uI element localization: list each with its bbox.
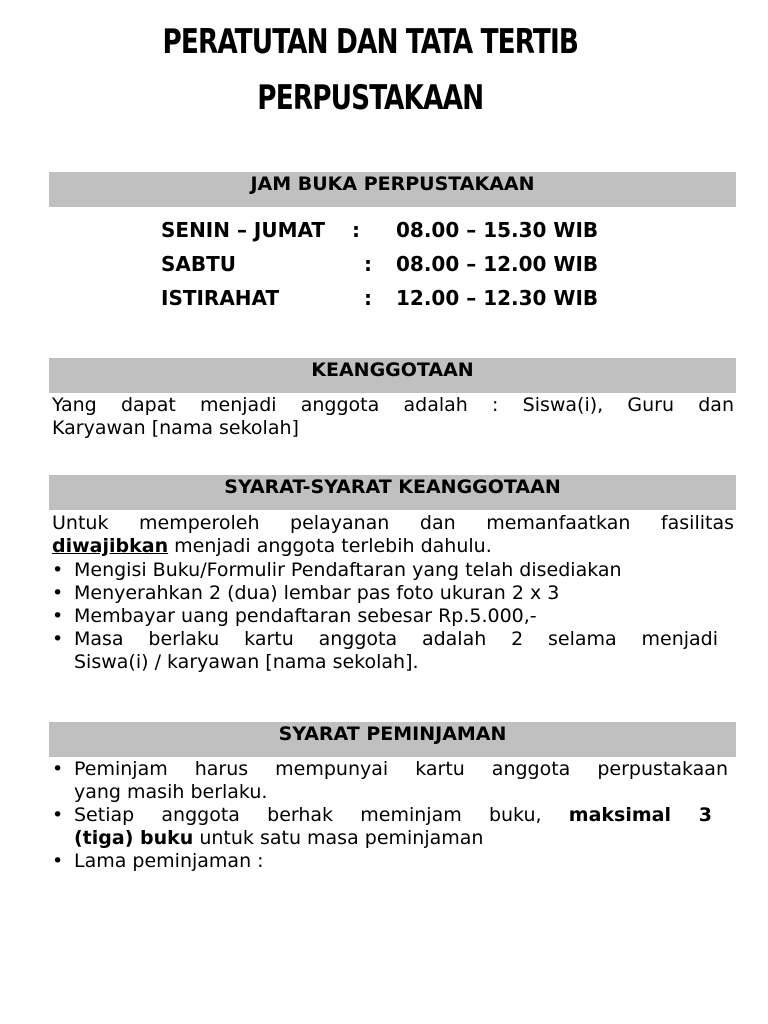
syarat-intro bbox=[52, 512, 734, 558]
section-header-syarat-peminjaman: SYARAT PEMINJAMAN bbox=[49, 722, 736, 757]
list-item: • Menyerahkan 2 (dua) lembar pas foto ukuran 2 x 3 bbox=[52, 582, 728, 605]
section-header-syarat-keanggotaan: SYARAT-SYARAT KEANGGOTAAN bbox=[49, 475, 736, 510]
section-header-jam-buka: JAM BUKA PERPUSTAKAAN bbox=[49, 172, 736, 207]
emphasis-tiga-buku: (tiga) buku bbox=[74, 827, 194, 849]
section-header-keanggotaan: KEANGGOTAAN bbox=[49, 358, 736, 393]
hours-separator: : bbox=[364, 252, 372, 276]
list-item: • Mengisi Buku/Formulir Pendaftaran yang telah disediakan bbox=[52, 559, 728, 582]
list-item-line: • Peminjam harus mempunyai kartu anggota perpustakaan bbox=[74, 758, 728, 780]
hours-time: 08.00 – 12.00 WIB bbox=[396, 252, 599, 276]
hours-row bbox=[161, 218, 631, 252]
list-item bbox=[52, 804, 728, 850]
list-item-line: • Masa berlaku kartu anggota adalah 2 selama menjadi bbox=[74, 628, 718, 650]
syarat-intro-rest: menjadi anggota terlebih dahulu. bbox=[168, 535, 492, 557]
syarat-keanggotaan-list bbox=[52, 559, 728, 674]
hours-time: 12.00 – 12.30 WIB bbox=[396, 286, 599, 310]
hours-day: SABTU bbox=[161, 252, 237, 276]
list-item bbox=[52, 758, 728, 804]
keanggotaan-line: Yang dapat menjadi anggota adalah : Siswa(i), Guru dan bbox=[52, 394, 734, 416]
syarat-peminjaman-list bbox=[52, 758, 728, 873]
page-title: PERATUTAN DAN TATA TERTIB bbox=[162, 22, 579, 62]
keanggotaan-line: Karyawan [nama sekolah] bbox=[52, 417, 299, 439]
hours-day: SENIN – JUMAT bbox=[161, 218, 326, 242]
emphasis-diwajibkan: diwajibkan bbox=[52, 535, 169, 557]
list-item: • Lama peminjaman : bbox=[52, 850, 728, 873]
hours-separator: : bbox=[352, 218, 360, 242]
item-text: Setiap anggota berhak meminjam buku, bbox=[74, 804, 569, 826]
list-item-line: yang masih berlaku. bbox=[74, 781, 268, 803]
list-item bbox=[52, 628, 728, 674]
list-item-line bbox=[74, 827, 712, 850]
syarat-intro-line bbox=[52, 535, 734, 558]
emphasis-maksimal: maksimal 3 bbox=[568, 804, 712, 826]
page-subtitle: PERPUSTAKAAN bbox=[257, 78, 484, 118]
syarat-intro-line: Untuk memperoleh pelayanan dan memanfaatkan fasilitas bbox=[52, 512, 734, 534]
list-item-line bbox=[74, 804, 712, 827]
list-item: • Membayar uang pendaftaran sebesar Rp.5.000,- bbox=[52, 605, 728, 628]
hours-separator: : bbox=[364, 286, 372, 310]
hours-row bbox=[161, 252, 631, 286]
hours-row bbox=[161, 286, 631, 320]
keanggotaan-text bbox=[52, 394, 734, 440]
hours-time: 08.00 – 15.30 WIB bbox=[396, 218, 599, 242]
list-item-line: Siswa(i) / karyawan [nama sekolah]. bbox=[74, 651, 419, 673]
opening-hours-table bbox=[161, 218, 631, 320]
item-text: untuk satu masa peminjaman bbox=[193, 827, 484, 849]
hours-day: ISTIRAHAT bbox=[161, 286, 280, 310]
